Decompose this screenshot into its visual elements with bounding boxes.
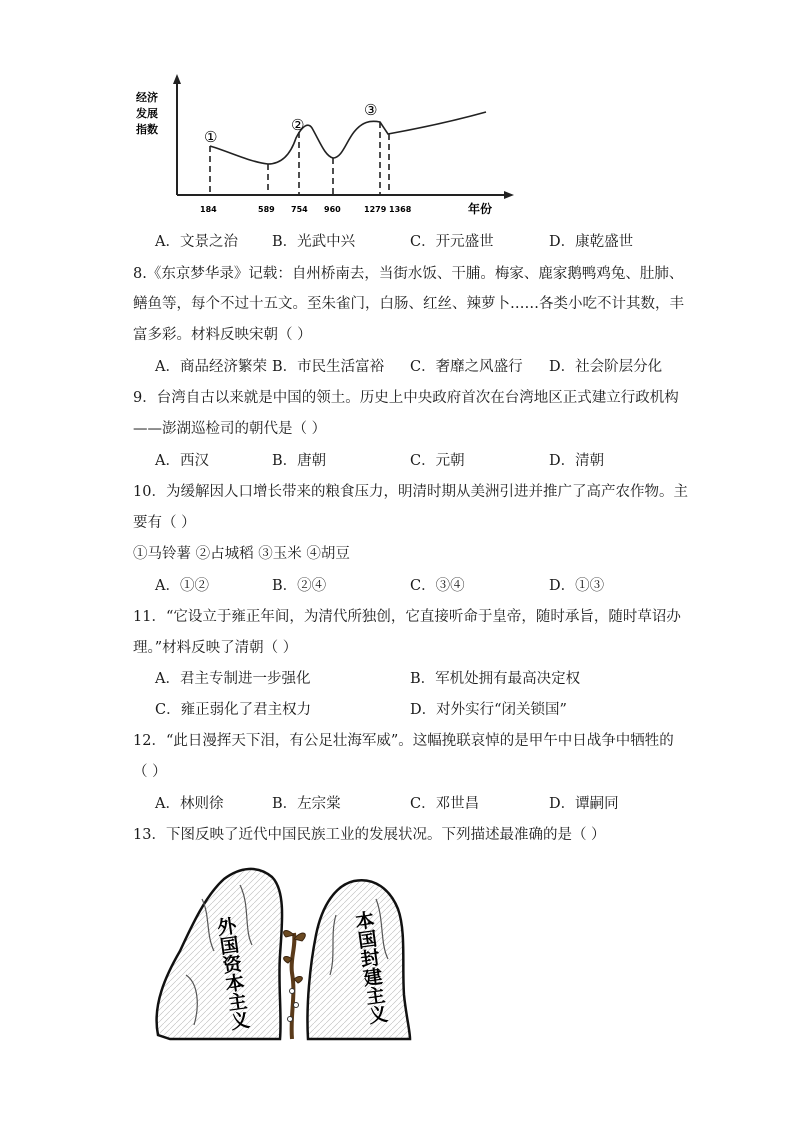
marker-1: ① xyxy=(204,128,218,146)
q9-option-b[interactable]: B．唐朝 xyxy=(272,453,327,469)
tick-1279: 1279 xyxy=(364,205,387,214)
x-axis-arrow xyxy=(504,191,514,199)
y-label-2: 发展 xyxy=(136,107,158,120)
q8-option-c[interactable]: C．奢靡之风盛行 xyxy=(410,359,523,375)
marker-3: ③ xyxy=(364,101,378,119)
x-label: 年份 xyxy=(468,202,493,216)
left-rock-label: 外国资本主义 xyxy=(213,915,251,1032)
q12-option-d[interactable]: D．谭嗣同 xyxy=(549,796,619,812)
y-label-1: 经济 xyxy=(136,91,158,104)
marker-2: ② xyxy=(291,116,305,134)
y-label-3: 指数 xyxy=(136,123,158,136)
q7-option-b[interactable]: B．光武中兴 xyxy=(272,234,356,250)
q12-option-a[interactable]: A．林则徐 xyxy=(155,796,224,812)
tick-589: 589 xyxy=(258,205,275,214)
q12-option-b[interactable]: B．左宗棠 xyxy=(272,796,341,812)
right-rock-label: 本国封建主义 xyxy=(351,909,389,1026)
q12-option-c[interactable]: C．邓世昌 xyxy=(410,796,480,812)
q9-option-c[interactable]: C．元朝 xyxy=(410,453,465,469)
q9-option-d[interactable]: D．清朝 xyxy=(549,453,605,469)
q13-cartoon xyxy=(140,855,430,1045)
q11-option-c[interactable]: C．雍正弱化了君主权力 xyxy=(155,702,312,718)
tick-960: 960 xyxy=(324,205,341,214)
q12-line-2: （ ） xyxy=(133,764,167,780)
q8-line-3: 富多彩。材料反映宋朝（ ） xyxy=(133,327,312,343)
q10-items: ①马铃薯 ②占城稻 ③玉米 ④胡豆 xyxy=(133,546,350,562)
q11-line-1: 11．“它设立于雍正年间，为清代所独创，它直接听命于皇帝，随时承旨，随时草诏办 xyxy=(133,609,681,625)
q11-option-a[interactable]: A．君主专制进一步强化 xyxy=(155,671,311,687)
q10-option-c[interactable]: C．③④ xyxy=(410,578,465,594)
q12-line-1: 12．“此日漫挥天下泪，有公足壮海军威”。这幅挽联哀悼的是甲午中日战争中牺牲的 xyxy=(133,733,674,749)
q8-line-1: 8.《东京梦华录》记载：自州桥南去，当街水饭、干脯。梅家、鹿家鹅鸭鸡兔、肚肺、 xyxy=(133,266,684,282)
tick-184: 184 xyxy=(200,205,217,214)
q11-line-2: 理。”材料反映了清朝（ ） xyxy=(133,640,298,656)
q8-option-d[interactable]: D．社会阶层分化 xyxy=(549,359,663,375)
q7-option-a[interactable]: A．文景之治 xyxy=(155,234,238,250)
q10-option-a[interactable]: A．①② xyxy=(155,578,209,594)
q9-line-2: ——澎湖巡检司的朝代是（ ） xyxy=(133,421,327,437)
q11-option-b[interactable]: B．军机处拥有最高决定权 xyxy=(410,671,581,687)
q9-line-1: 9．台湾自古以来就是中国的领土。历史上中央政府首次在台湾地区正式建立行政机构 xyxy=(133,390,679,406)
economic-curve xyxy=(210,112,486,164)
q7-option-c[interactable]: C．开元盛世 xyxy=(410,234,494,250)
y-axis-arrow xyxy=(173,74,181,84)
q8-option-b[interactable]: B．市民生活富裕 xyxy=(272,359,385,375)
economic-chart xyxy=(130,70,530,220)
q9-option-a[interactable]: A．西汉 xyxy=(155,453,209,469)
q8-option-a[interactable]: A．商品经济繁荣 xyxy=(155,359,267,375)
q10-option-d[interactable]: D．①③ xyxy=(549,578,605,594)
q11-option-d[interactable]: D．对外实行“闭关锁国” xyxy=(410,702,567,718)
tick-754: 754 xyxy=(291,205,308,214)
tick-1368: 1368 xyxy=(389,205,412,214)
q7-option-d[interactable]: D．康乾盛世 xyxy=(549,234,634,250)
q10-line-2: 要有（ ） xyxy=(133,515,196,531)
q10-option-b[interactable]: B．②④ xyxy=(272,578,327,594)
q8-line-2: 鳝鱼等，每个不过十五文。至朱雀门，白肠、红丝、辣萝卜……各类小吃不计其数，丰 xyxy=(133,296,684,312)
sapling xyxy=(292,933,295,1039)
q10-line-1: 10．为缓解因人口增长带来的粮食压力，明清时期从美洲引进并推广了高产农作物。主 xyxy=(133,484,688,500)
q13-line-1: 13．下图反映了近代中国民族工业的发展状况。下列描述最准确的是（ ） xyxy=(133,827,606,843)
